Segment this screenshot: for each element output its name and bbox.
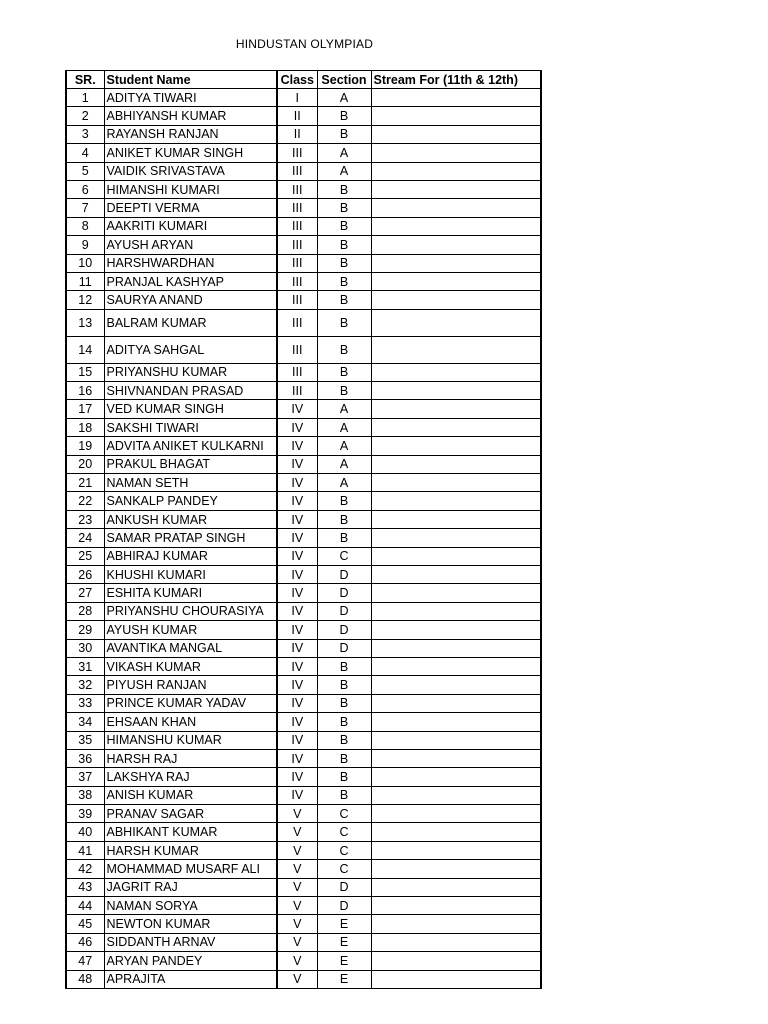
cell-sr: 11 <box>66 272 104 290</box>
table-row <box>66 199 541 217</box>
cell-class: III <box>277 144 317 162</box>
cell-stream <box>371 107 541 125</box>
cell-section: B <box>317 309 371 336</box>
cell-stream <box>371 474 541 492</box>
table-row <box>66 89 541 107</box>
cell-section: C <box>317 805 371 823</box>
cell-section: A <box>317 400 371 418</box>
cell-sr: 32 <box>66 676 104 694</box>
cell-section: E <box>317 933 371 951</box>
cell-section: C <box>317 841 371 859</box>
table-row <box>66 336 541 363</box>
table-row <box>66 510 541 528</box>
cell-section: B <box>317 786 371 804</box>
cell-stream <box>371 180 541 198</box>
cell-section: B <box>317 382 371 400</box>
table-row <box>66 474 541 492</box>
cell-sr: 27 <box>66 584 104 602</box>
cell-section: D <box>317 584 371 602</box>
cell-sr: 39 <box>66 805 104 823</box>
cell-student-name: SAMAR PRATAP SINGH <box>104 529 277 547</box>
cell-section: C <box>317 823 371 841</box>
cell-section: A <box>317 162 371 180</box>
cell-sr: 19 <box>66 437 104 455</box>
cell-section: C <box>317 547 371 565</box>
cell-class: V <box>277 897 317 915</box>
table-row <box>66 786 541 804</box>
cell-section: B <box>317 217 371 235</box>
cell-stream <box>371 400 541 418</box>
cell-sr: 4 <box>66 144 104 162</box>
cell-class: IV <box>277 400 317 418</box>
cell-stream <box>371 897 541 915</box>
cell-stream <box>371 749 541 767</box>
cell-student-name: APRAJITA <box>104 970 277 988</box>
cell-sr: 2 <box>66 107 104 125</box>
table-row <box>66 749 541 767</box>
table-row <box>66 897 541 915</box>
cell-section: E <box>317 915 371 933</box>
cell-class: V <box>277 860 317 878</box>
table-row <box>66 125 541 143</box>
cell-stream <box>371 455 541 473</box>
table-row <box>66 437 541 455</box>
cell-class: III <box>277 336 317 363</box>
cell-stream <box>371 492 541 510</box>
cell-section: B <box>317 529 371 547</box>
table-row <box>66 768 541 786</box>
cell-sr: 5 <box>66 162 104 180</box>
cell-sr: 7 <box>66 199 104 217</box>
cell-stream <box>371 731 541 749</box>
cell-student-name: SAKSHI TIWARI <box>104 418 277 436</box>
cell-section: A <box>317 89 371 107</box>
table-row <box>66 180 541 198</box>
cell-stream <box>371 621 541 639</box>
cell-section: A <box>317 418 371 436</box>
cell-sr: 18 <box>66 418 104 436</box>
cell-stream <box>371 970 541 988</box>
cell-sr: 21 <box>66 474 104 492</box>
table-row <box>66 694 541 712</box>
cell-student-name: PRANAV SAGAR <box>104 805 277 823</box>
cell-student-name: AYUSH KUMAR <box>104 621 277 639</box>
cell-student-name: PRINCE KUMAR YADAV <box>104 694 277 712</box>
cell-sr: 26 <box>66 565 104 583</box>
cell-sr: 36 <box>66 749 104 767</box>
cell-class: IV <box>277 455 317 473</box>
cell-section: D <box>317 639 371 657</box>
table-row <box>66 363 541 381</box>
table-body <box>66 89 541 989</box>
cell-student-name: PRIYANSHU CHOURASIYA <box>104 602 277 620</box>
cell-student-name: RAYANSH RANJAN <box>104 125 277 143</box>
cell-stream <box>371 547 541 565</box>
student-table <box>65 70 542 989</box>
cell-sr: 23 <box>66 510 104 528</box>
cell-class: IV <box>277 713 317 731</box>
table-row <box>66 970 541 988</box>
cell-student-name: ANKUSH KUMAR <box>104 510 277 528</box>
table-row <box>66 107 541 125</box>
cell-student-name: NAMAN SETH <box>104 474 277 492</box>
cell-stream <box>371 217 541 235</box>
cell-section: D <box>317 897 371 915</box>
cell-class: III <box>277 217 317 235</box>
cell-stream <box>371 713 541 731</box>
cell-student-name: JAGRIT RAJ <box>104 878 277 896</box>
cell-class: III <box>277 254 317 272</box>
cell-stream <box>371 639 541 657</box>
cell-class: IV <box>277 768 317 786</box>
table-row <box>66 455 541 473</box>
table-row <box>66 602 541 620</box>
cell-section: B <box>317 236 371 254</box>
cell-class: IV <box>277 676 317 694</box>
cell-section: B <box>317 107 371 125</box>
table-row <box>66 217 541 235</box>
cell-class: V <box>277 933 317 951</box>
cell-section: B <box>317 492 371 510</box>
cell-class: IV <box>277 418 317 436</box>
cell-student-name: ADVITA ANIKET KULKARNI <box>104 437 277 455</box>
cell-class: III <box>277 236 317 254</box>
cell-student-name: ADITYA SAHGAL <box>104 336 277 363</box>
table-row <box>66 272 541 290</box>
table-row <box>66 731 541 749</box>
cell-sr: 15 <box>66 363 104 381</box>
cell-sr: 37 <box>66 768 104 786</box>
cell-student-name: ABHIRAJ KUMAR <box>104 547 277 565</box>
cell-sr: 33 <box>66 694 104 712</box>
cell-sr: 43 <box>66 878 104 896</box>
cell-stream <box>371 860 541 878</box>
table-row <box>66 878 541 896</box>
table-row <box>66 860 541 878</box>
cell-stream <box>371 805 541 823</box>
cell-sr: 48 <box>66 970 104 988</box>
cell-stream <box>371 786 541 804</box>
cell-student-name: VAIDIK SRIVASTAVA <box>104 162 277 180</box>
cell-section: D <box>317 621 371 639</box>
cell-class: III <box>277 272 317 290</box>
cell-student-name: PIYUSH RANJAN <box>104 676 277 694</box>
cell-stream <box>371 657 541 675</box>
cell-stream <box>371 823 541 841</box>
cell-stream <box>371 236 541 254</box>
cell-class: IV <box>277 731 317 749</box>
cell-class: III <box>277 180 317 198</box>
page-title: HINDUSTAN OLYMPIAD <box>235 37 374 51</box>
cell-sr: 30 <box>66 639 104 657</box>
cell-section: B <box>317 749 371 767</box>
cell-class: V <box>277 878 317 896</box>
cell-sr: 40 <box>66 823 104 841</box>
cell-class: III <box>277 162 317 180</box>
header-row <box>66 71 541 89</box>
cell-class: IV <box>277 639 317 657</box>
cell-sr: 8 <box>66 217 104 235</box>
cell-section: B <box>317 713 371 731</box>
cell-section: B <box>317 768 371 786</box>
header-student-name: Student Name <box>104 71 277 89</box>
table-row <box>66 309 541 336</box>
cell-class: IV <box>277 529 317 547</box>
cell-stream <box>371 565 541 583</box>
cell-student-name: VIKASH KUMAR <box>104 657 277 675</box>
cell-section: B <box>317 363 371 381</box>
cell-student-name: HIMANSHU KUMAR <box>104 731 277 749</box>
cell-section: B <box>317 676 371 694</box>
cell-section: D <box>317 602 371 620</box>
cell-student-name: DEEPTI VERMA <box>104 199 277 217</box>
cell-class: IV <box>277 584 317 602</box>
table-row <box>66 915 541 933</box>
table-row <box>66 639 541 657</box>
cell-section: B <box>317 657 371 675</box>
cell-class: III <box>277 363 317 381</box>
cell-stream <box>371 676 541 694</box>
cell-stream <box>371 336 541 363</box>
cell-sr: 12 <box>66 291 104 309</box>
cell-section: D <box>317 878 371 896</box>
cell-stream <box>371 199 541 217</box>
cell-student-name: HARSH KUMAR <box>104 841 277 859</box>
cell-class: V <box>277 841 317 859</box>
table-row <box>66 144 541 162</box>
cell-student-name: ABHIKANT KUMAR <box>104 823 277 841</box>
cell-stream <box>371 418 541 436</box>
cell-student-name: SIDDANTH ARNAV <box>104 933 277 951</box>
cell-stream <box>371 841 541 859</box>
cell-section: B <box>317 694 371 712</box>
cell-section: A <box>317 474 371 492</box>
cell-sr: 24 <box>66 529 104 547</box>
cell-class: V <box>277 805 317 823</box>
cell-section: B <box>317 125 371 143</box>
cell-class: IV <box>277 474 317 492</box>
cell-class: V <box>277 823 317 841</box>
cell-stream <box>371 309 541 336</box>
cell-stream <box>371 584 541 602</box>
cell-student-name: HARSHWARDHAN <box>104 254 277 272</box>
cell-section: D <box>317 565 371 583</box>
cell-stream <box>371 768 541 786</box>
cell-stream <box>371 272 541 290</box>
cell-student-name: SAURYA ANAND <box>104 291 277 309</box>
header-class: Class <box>277 71 317 89</box>
cell-student-name: HARSH RAJ <box>104 749 277 767</box>
cell-class: III <box>277 309 317 336</box>
cell-stream <box>371 933 541 951</box>
cell-stream <box>371 363 541 381</box>
cell-class: IV <box>277 547 317 565</box>
cell-sr: 45 <box>66 915 104 933</box>
cell-class: III <box>277 382 317 400</box>
cell-stream <box>371 915 541 933</box>
cell-student-name: ADITYA TIWARI <box>104 89 277 107</box>
cell-class: V <box>277 970 317 988</box>
cell-class: IV <box>277 657 317 675</box>
table-row <box>66 805 541 823</box>
cell-student-name: AAKRITI KUMARI <box>104 217 277 235</box>
cell-section: B <box>317 199 371 217</box>
cell-sr: 17 <box>66 400 104 418</box>
cell-section: B <box>317 291 371 309</box>
cell-student-name: SHIVNANDAN PRASAD <box>104 382 277 400</box>
cell-sr: 46 <box>66 933 104 951</box>
header-stream: Stream For (11th & 12th) <box>371 71 541 89</box>
cell-sr: 47 <box>66 952 104 970</box>
cell-section: B <box>317 272 371 290</box>
cell-student-name: BALRAM KUMAR <box>104 309 277 336</box>
table-row <box>66 162 541 180</box>
cell-class: IV <box>277 510 317 528</box>
cell-class: II <box>277 125 317 143</box>
cell-student-name: ARYAN PANDEY <box>104 952 277 970</box>
table-row <box>66 382 541 400</box>
cell-section: B <box>317 336 371 363</box>
cell-stream <box>371 144 541 162</box>
cell-stream <box>371 291 541 309</box>
cell-sr: 20 <box>66 455 104 473</box>
cell-sr: 25 <box>66 547 104 565</box>
cell-sr: 10 <box>66 254 104 272</box>
cell-sr: 44 <box>66 897 104 915</box>
cell-student-name: PRANJAL KASHYAP <box>104 272 277 290</box>
cell-stream <box>371 382 541 400</box>
cell-class: IV <box>277 492 317 510</box>
cell-sr: 29 <box>66 621 104 639</box>
cell-section: A <box>317 455 371 473</box>
cell-section: B <box>317 180 371 198</box>
cell-class: IV <box>277 694 317 712</box>
cell-student-name: VED KUMAR SINGH <box>104 400 277 418</box>
cell-class: IV <box>277 786 317 804</box>
cell-class: V <box>277 952 317 970</box>
cell-student-name: AVANTIKA MANGAL <box>104 639 277 657</box>
cell-sr: 6 <box>66 180 104 198</box>
cell-sr: 3 <box>66 125 104 143</box>
cell-class: III <box>277 291 317 309</box>
cell-sr: 28 <box>66 602 104 620</box>
table-row <box>66 547 541 565</box>
cell-class: IV <box>277 565 317 583</box>
cell-stream <box>371 510 541 528</box>
table-row <box>66 400 541 418</box>
table-row <box>66 565 541 583</box>
cell-section: A <box>317 437 371 455</box>
cell-stream <box>371 952 541 970</box>
table-row <box>66 584 541 602</box>
cell-student-name: AYUSH ARYAN <box>104 236 277 254</box>
cell-stream <box>371 162 541 180</box>
table-row <box>66 236 541 254</box>
header-sr: SR. <box>66 71 104 89</box>
cell-section: B <box>317 731 371 749</box>
cell-class: I <box>277 89 317 107</box>
cell-stream <box>371 437 541 455</box>
cell-student-name: ESHITA KUMARI <box>104 584 277 602</box>
header-section: Section <box>317 71 371 89</box>
cell-class: IV <box>277 602 317 620</box>
table-row <box>66 841 541 859</box>
cell-sr: 16 <box>66 382 104 400</box>
cell-stream <box>371 254 541 272</box>
cell-class: V <box>277 915 317 933</box>
cell-student-name: NEWTON KUMAR <box>104 915 277 933</box>
cell-student-name: HIMANSHI KUMARI <box>104 180 277 198</box>
table-row <box>66 492 541 510</box>
cell-class: III <box>277 199 317 217</box>
cell-student-name: LAKSHYA RAJ <box>104 768 277 786</box>
cell-sr: 22 <box>66 492 104 510</box>
table-row <box>66 418 541 436</box>
cell-section: C <box>317 860 371 878</box>
table-row <box>66 952 541 970</box>
cell-sr: 42 <box>66 860 104 878</box>
cell-student-name: MOHAMMAD MUSARF ALI <box>104 860 277 878</box>
cell-stream <box>371 89 541 107</box>
cell-section: B <box>317 254 371 272</box>
cell-section: E <box>317 970 371 988</box>
cell-sr: 9 <box>66 236 104 254</box>
cell-student-name: ANISH KUMAR <box>104 786 277 804</box>
cell-sr: 35 <box>66 731 104 749</box>
cell-sr: 41 <box>66 841 104 859</box>
cell-sr: 31 <box>66 657 104 675</box>
cell-student-name: ABHIYANSH KUMAR <box>104 107 277 125</box>
cell-student-name: PRIYANSHU KUMAR <box>104 363 277 381</box>
table-row <box>66 254 541 272</box>
table-row <box>66 529 541 547</box>
cell-student-name: PRAKUL BHAGAT <box>104 455 277 473</box>
cell-stream <box>371 694 541 712</box>
cell-sr: 38 <box>66 786 104 804</box>
cell-class: IV <box>277 621 317 639</box>
table-row <box>66 713 541 731</box>
cell-student-name: ANIKET KUMAR SINGH <box>104 144 277 162</box>
cell-class: II <box>277 107 317 125</box>
cell-sr: 34 <box>66 713 104 731</box>
cell-class: IV <box>277 749 317 767</box>
cell-sr: 14 <box>66 336 104 363</box>
cell-section: A <box>317 144 371 162</box>
table-row <box>66 676 541 694</box>
cell-section: B <box>317 510 371 528</box>
table-row <box>66 933 541 951</box>
cell-stream <box>371 125 541 143</box>
cell-class: IV <box>277 437 317 455</box>
cell-sr: 13 <box>66 309 104 336</box>
cell-stream <box>371 602 541 620</box>
cell-sr: 1 <box>66 89 104 107</box>
cell-student-name: EHSAAN KHAN <box>104 713 277 731</box>
table-row <box>66 291 541 309</box>
table-row <box>66 657 541 675</box>
cell-stream <box>371 878 541 896</box>
cell-student-name: KHUSHI KUMARI <box>104 565 277 583</box>
table-row <box>66 823 541 841</box>
cell-section: E <box>317 952 371 970</box>
cell-student-name: SANKALP PANDEY <box>104 492 277 510</box>
cell-stream <box>371 529 541 547</box>
cell-student-name: NAMAN SORYA <box>104 897 277 915</box>
table-row <box>66 621 541 639</box>
